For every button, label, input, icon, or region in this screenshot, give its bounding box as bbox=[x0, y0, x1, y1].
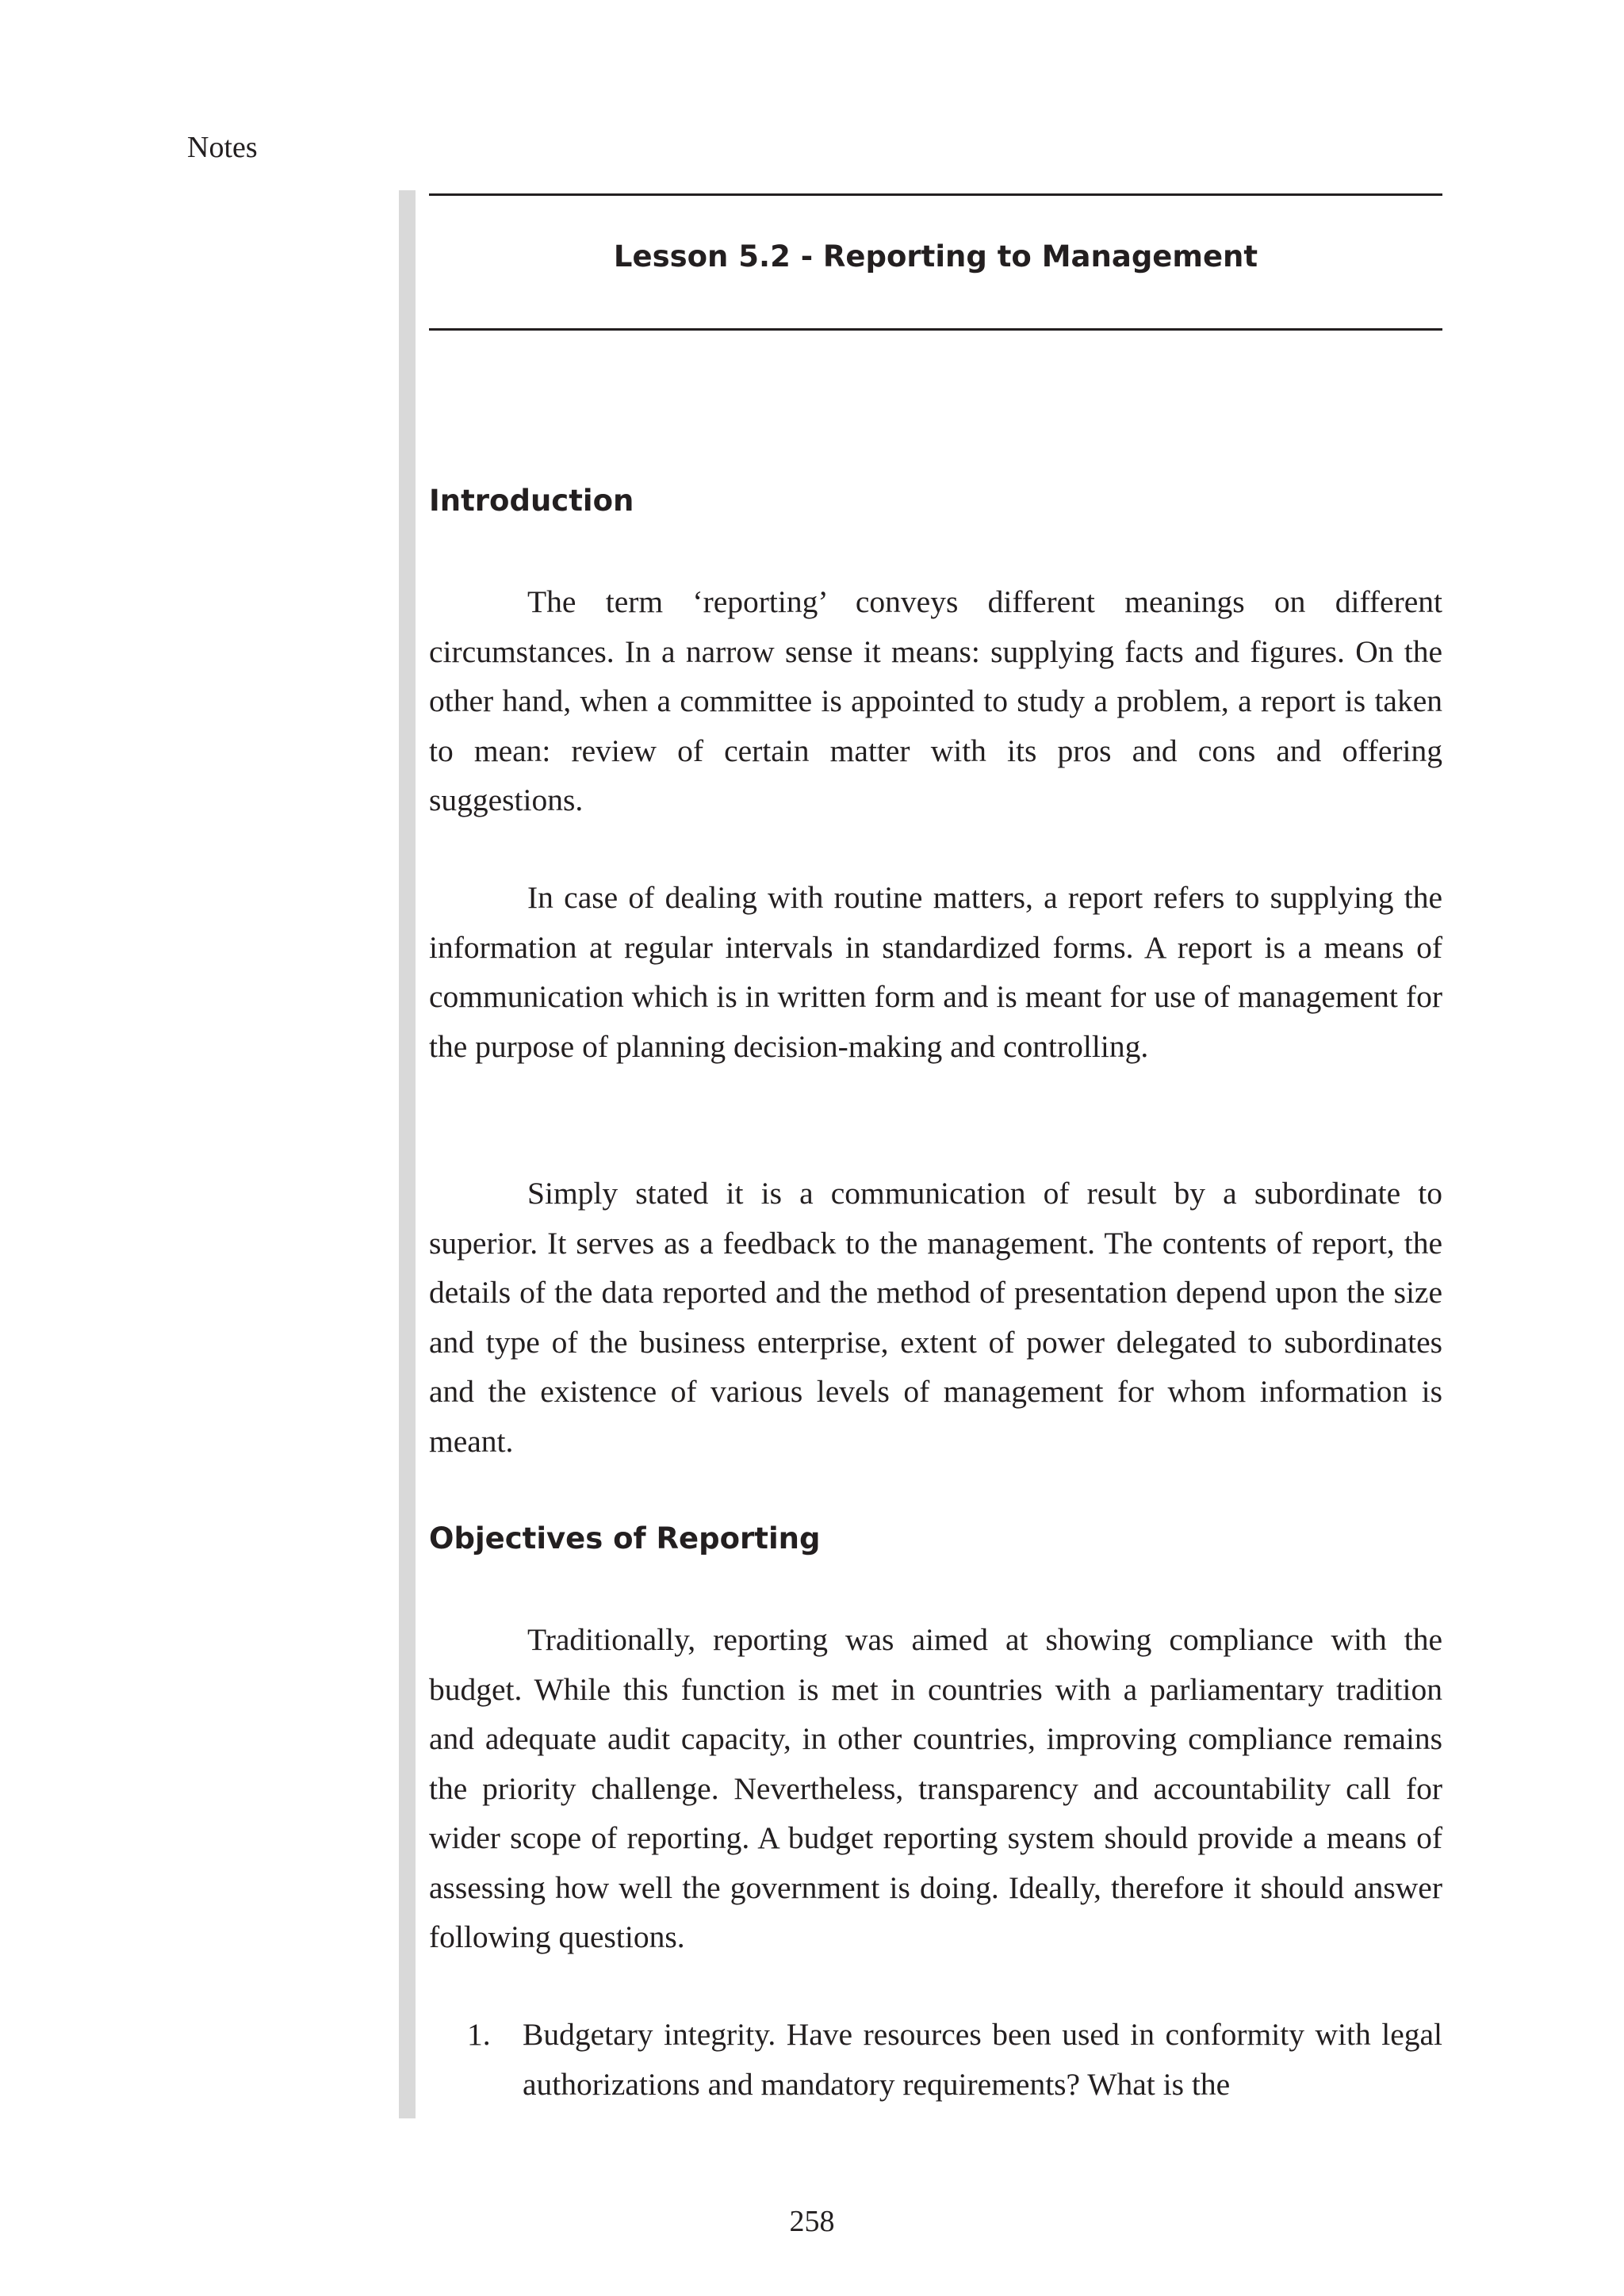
paragraph: In case of dealing with routine matters, a report refers to supplying the information at regular intervals in standardized forms. A report is a means of communication which is in written form and is meant for use of management for the purpose of planning decision-making and controlling. bbox=[429, 880, 1442, 1064]
title-rule-top bbox=[429, 193, 1442, 196]
lesson-title: Lesson 5.2 - Reporting to Management bbox=[613, 239, 1258, 274]
section-heading-introduction: Introduction bbox=[429, 484, 634, 518]
section-heading-objectives: Objectives of Reporting bbox=[429, 1521, 821, 1556]
page-number: 258 bbox=[789, 2205, 835, 2238]
list-item-text: Budgetary integrity. Have resources been used in conformity with legal authorizations and mandatory requirements? What is the bbox=[523, 2017, 1442, 2102]
notes-label: Notes bbox=[187, 131, 258, 164]
list-item-number: 1. bbox=[467, 2017, 491, 2052]
paragraph: Traditionally, reporting was aimed at showing compliance with the budget. While this function is met in countries with a parliamentary tradition and adequate audit capacity, in other countries, improving compliance remains the priority challenge. Nevertheless, transparency and accountability call for wider scope of reporting. A budget reporting system should provide a means of assessing how well the government is doing. Ideally, therefore it should answer following questions. bbox=[429, 1622, 1442, 1954]
list-item bbox=[429, 2010, 1442, 2109]
title-rule-bottom bbox=[429, 328, 1442, 331]
paragraph: The term ‘reporting’ conveys different meanings on different circumstances. In a narrow sense it means: supplying facts and figures. On the other hand, when a committee is appointed to study a problem, a report is taken to mean: review of certain matter with its pros and cons and offering suggestions. bbox=[429, 584, 1442, 817]
paragraph: Simply stated it is a communication of result by a subordinate to superior. It serves as a feedback to the management. The contents of report, the details of the data reported and the method of presentation depend upon the size and type of the business enterprise, extent of power delegated to subordinates and the existence of various levels of management for whom information is meant. bbox=[429, 1176, 1442, 1459]
margin-bar bbox=[399, 190, 416, 2118]
